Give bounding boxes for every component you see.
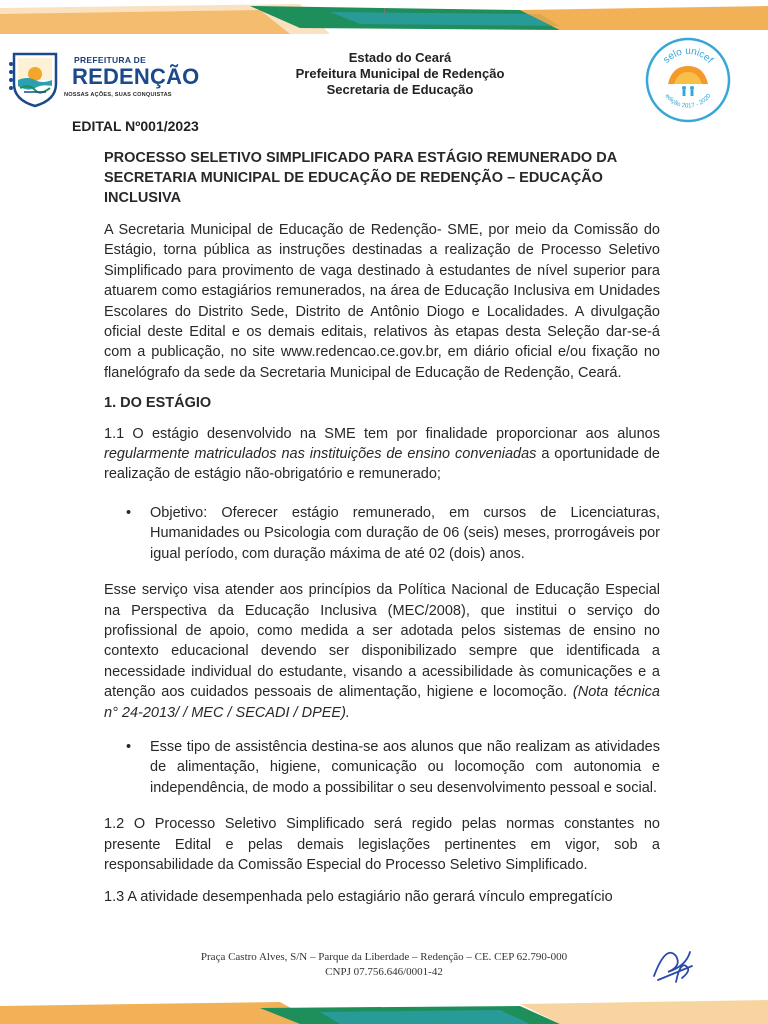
top-decorative-band <box>0 0 768 34</box>
bottom-decorative-band <box>0 998 768 1024</box>
seal-bottom-text: edição 2017 - 2020 <box>663 92 713 110</box>
assistencia-list <box>104 737 660 798</box>
p11-text-a: 1.1 O estágio desenvolvido na SME tem por finalidade proporcionar aos alunos <box>104 425 660 442</box>
servico-text: Esse serviço visa atender aos princípios da Política Nacional de Educação Especial na Perspectiva da Educação Inclusiva (MEC/2008), que institui o serviço do profissional de apoio, como medida a ser adotada pelos sistemas de ensino no contexto educacional devendo ser disponibilizado sempre que identificada a necessidade individual do estudante, visando a acessibilidade às comunicações e a atenção aos cuidados pessoais de alimentação, higiene e locomoção. <box>104 582 660 701</box>
header-secretaria: Secretaria de Educação <box>326 82 474 97</box>
bullet-icon: • <box>126 504 132 521</box>
objetivo-list <box>104 503 660 564</box>
header-state: Estado do Ceará <box>348 50 452 65</box>
signature-icon <box>646 936 702 992</box>
servico-reference: (Nota técnica n° 24-2013/ / MEC / SECADI / DPEE). <box>104 684 660 721</box>
paragraph-1-3: 1.3 A atividade desempenhada pelo estagiário não gerará vínculo empregatício <box>104 889 613 906</box>
document-title: PROCESSO SELETIVO SIMPLIFICADO PARA ESTÁGIO REMUNERADO DA SECRETARIA MUNICIPAL DE EDUCAÇÃO DE REDENÇÃO – EDUCAÇÃO INCLUSIVA <box>104 150 617 206</box>
bullet-assistencia-text: Esse tipo de assistência destina-se aos alunos que não realizam as atividades de alimentação, higiene, comunicação ou locomoção com autonomia e independência, de modo a possibilitar o seu desenvolvimento pessoal e social. <box>150 738 660 796</box>
intro-paragraph: A Secretaria Municipal de Educação de Redenção- SME, por meio da Comissão do Estágio, torna pública as instruções destinadas a realização de Processo Seletivo Simplificado para provimento de vaga destinado à estudantes de nível superior para atuarem como estagiários remunerados, na área de Educação Inclusiva em Unidades Escolares do Distrito Sede, Distrito de Antônio Diogo e Localidades. A divulgação oficial deste Edital e os demais editais, relativos às etapas desta Seleção dar-se-á com a publicação, no site www.redencao.ce.gov.br, em diário oficial e/ou fixação no flanelógrafo da sede da Secretaria Municipal de Educação de Redenção, Ceará. <box>104 222 660 381</box>
logo-city: REDENÇÃO <box>72 64 200 89</box>
edital-number: EDITAL Nº001/2023 <box>72 118 199 134</box>
redencao-shield-icon <box>8 50 62 108</box>
registration-mark <box>384 8 385 14</box>
p11-italic: regularmente matriculados nas instituições de ensino conveniadas <box>104 446 537 463</box>
document-body <box>104 148 660 908</box>
header-prefeitura: Prefeitura Municipal de Redenção <box>295 66 505 81</box>
bullet-icon: • <box>126 738 132 755</box>
logo-motto: NOSSAS AÇÕES, SUAS CONQUISTAS <box>64 92 172 98</box>
paragraph-servico <box>104 580 660 723</box>
prefeitura-logo <box>8 50 198 108</box>
p11-text-b: a oportunidade de realização de estágio não-obrigatório e remunerado; <box>104 446 660 483</box>
logo-prefix: PREFEITURA DE <box>74 55 147 65</box>
bullet-objetivo-text: Objetivo: Oferecer estágio remunerado, em cursos de Licenciaturas, Humanidades ou Psicologia com duração de 06 (seis) meses, prorrogáveis por igual período, com duração máxima de até 02 (dois) anos. <box>150 504 660 562</box>
paragraph-1-2: 1.2 O Processo Seletivo Simplificado será regido pelas normas constantes no presente Edital e pelas demais legislações pertinentes em vigor, sob a responsabilidade da Comissão Especial do Processo Seletivo Simplificado. <box>104 816 660 873</box>
footer-cnpj: CNPJ 07.756.646/0001-42 <box>325 966 443 978</box>
seal-top-text: selo unicef <box>661 46 715 66</box>
section-heading: 1. DO ESTÁGIO <box>104 395 212 412</box>
list-item <box>104 737 660 798</box>
paragraph-1-1 <box>104 424 660 485</box>
list-item <box>104 503 660 564</box>
letterhead <box>250 50 550 98</box>
footer-address: Praça Castro Alves, S/N – Parque da Liberdade – Redenção – CE. CEP 62.790-000 <box>200 951 568 963</box>
unicef-seal-icon <box>644 36 732 124</box>
